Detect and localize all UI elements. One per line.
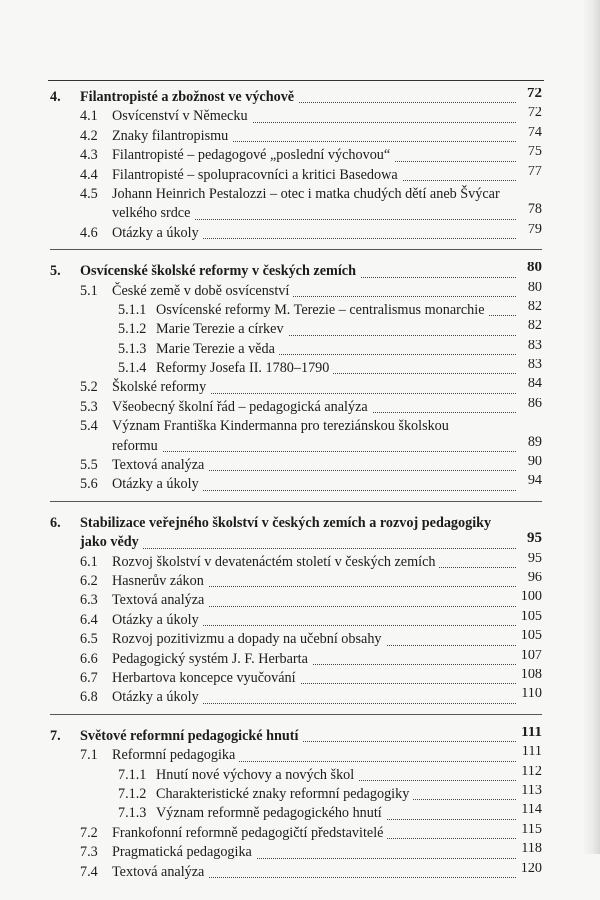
entry-number: 5.1 xyxy=(80,282,98,299)
entry-title-line xyxy=(112,746,542,765)
page-number: 115 xyxy=(518,824,542,839)
page-number: 80 xyxy=(519,282,542,297)
toc-chapter-block xyxy=(50,88,542,250)
entry-title-line xyxy=(80,262,542,281)
entry-title-line xyxy=(112,282,542,301)
toc-subsection-entry xyxy=(50,785,542,804)
toc-section-entry xyxy=(50,650,542,669)
toc-chapter-heading xyxy=(50,88,542,107)
entry-title-line xyxy=(156,301,542,320)
toc-section-entry xyxy=(50,146,542,165)
page-number: 82 xyxy=(519,301,542,316)
entry-title: Osvícenství v Německu xyxy=(112,108,252,124)
entry-number: 7.2 xyxy=(80,824,98,841)
toc-section-entry xyxy=(50,572,542,591)
entry-title: Reformy Josefa II. 1780–1790 xyxy=(156,360,333,376)
toc-chapter-block xyxy=(50,262,542,502)
entry-title-line xyxy=(112,107,542,126)
entry-number: 5.1.4 xyxy=(118,360,147,377)
entry-title: Herbartova koncepce vyučování xyxy=(112,670,300,686)
entry-title-line xyxy=(112,611,542,630)
entry-number: 7.1.3 xyxy=(118,805,147,822)
page-number: 95 xyxy=(519,529,542,548)
entry-title-line xyxy=(112,824,542,843)
toc-section-entry xyxy=(50,824,542,843)
page-number: 113 xyxy=(518,785,542,800)
entry-title-second-line xyxy=(112,437,542,456)
toc-chapter-heading xyxy=(50,262,542,281)
toc-section-entry xyxy=(50,688,542,707)
entry-title-line xyxy=(156,766,542,785)
toc-section-entry xyxy=(50,127,542,146)
entry-title: Otázky a úkoly xyxy=(112,689,203,705)
entry-title: Pedagogický systém J. F. Herbarta xyxy=(112,651,312,667)
entry-title-second-line xyxy=(112,204,542,223)
page-number: 95 xyxy=(519,553,542,568)
toc-chapter-heading xyxy=(50,514,542,553)
toc-section-entry xyxy=(50,553,542,572)
entry-title: Textová analýza xyxy=(112,457,208,473)
toc-section-entry xyxy=(50,378,542,397)
entry-number: 5.1.2 xyxy=(118,321,147,338)
entry-title-line xyxy=(112,378,542,397)
entry-title: České země v době osvícenství xyxy=(112,283,293,299)
entry-title: Všeobecný školní řád – pedagogická analýza xyxy=(112,399,372,415)
toc-section-entry xyxy=(50,417,542,456)
entry-number: 4.6 xyxy=(80,224,98,241)
page-number: 82 xyxy=(519,320,542,335)
entry-title: Rozvoj pozitivizmu a dopady na učební obsahy xyxy=(112,631,386,647)
page-number: 118 xyxy=(518,843,542,858)
entry-title-line xyxy=(112,475,542,494)
entry-title: Charakteristické znaky reformní pedagogiky xyxy=(156,786,413,802)
page-number: 84 xyxy=(519,378,542,393)
page-edge-shadow xyxy=(582,0,600,854)
entry-title: Otázky a úkoly xyxy=(112,612,203,628)
page-number: 108 xyxy=(518,669,542,684)
page-number: 111 xyxy=(519,746,542,761)
toc-section-entry xyxy=(50,224,542,243)
toc-section-entry xyxy=(50,185,542,224)
page-number: 72 xyxy=(519,107,542,122)
toc-section-entry xyxy=(50,456,542,475)
page-number: 120 xyxy=(518,863,542,878)
entry-number: 7. xyxy=(50,727,61,744)
entry-title-line xyxy=(80,727,542,746)
entry-number: 7.4 xyxy=(80,863,98,880)
entry-title-continued: velkého srdce xyxy=(112,205,194,221)
entry-title: Marie Terezie a věda xyxy=(156,341,279,357)
entry-number: 4. xyxy=(50,89,61,105)
entry-title: Význam Františka Kindermanna pro tereziánskou školskou xyxy=(112,418,453,434)
entry-number: 6.8 xyxy=(80,689,98,706)
page-number: 114 xyxy=(518,804,542,819)
entry-title-line xyxy=(156,785,542,804)
page-number: 75 xyxy=(519,146,542,161)
entry-title-line xyxy=(112,398,542,417)
entry-title: Reformní pedagogika xyxy=(112,747,239,763)
entry-number: 4.2 xyxy=(80,127,98,144)
entry-title: Znaky filantropismu xyxy=(112,128,232,144)
entry-title: Filantropisté a zbožnost ve výchově xyxy=(80,89,298,105)
page-number: 96 xyxy=(519,572,542,587)
toc-section-entry xyxy=(50,282,542,301)
toc-section-entry xyxy=(50,669,542,688)
entry-title: Textová analýza xyxy=(112,592,208,608)
toc-section-entry xyxy=(50,611,542,630)
page-number: 77 xyxy=(519,166,542,181)
toc-chapter-block xyxy=(50,727,542,888)
page-number: 111 xyxy=(518,727,542,742)
dot-leader xyxy=(80,548,516,549)
entry-title-line xyxy=(112,843,542,862)
page-number: 89 xyxy=(519,433,542,452)
entry-title: Marie Terezie a církev xyxy=(156,321,288,337)
entry-title: Otázky a úkoly xyxy=(112,225,203,241)
entry-title: Světové reformní pedagogické hnutí xyxy=(80,728,302,744)
page-number: 105 xyxy=(518,630,542,645)
page-number: 90 xyxy=(519,456,542,471)
entry-title: Stabilizace veřejného školství v českých zemích a rozvoj pedagogiky xyxy=(80,515,495,531)
entry-title-line xyxy=(112,863,542,882)
page-number: 78 xyxy=(519,200,542,219)
page-number: 100 xyxy=(518,591,542,606)
toc-subsection-entry xyxy=(50,359,542,378)
entry-title-line xyxy=(112,572,542,591)
page-number: 74 xyxy=(519,127,542,142)
top-rule xyxy=(48,80,544,81)
entry-title-line xyxy=(112,417,542,456)
entry-title-first-line xyxy=(112,417,542,436)
entry-number: 6.3 xyxy=(80,592,98,609)
entry-title-line xyxy=(156,320,542,339)
entry-title-continued: jako vědy xyxy=(80,534,143,550)
toc-section-entry xyxy=(50,843,542,862)
entry-title: Textová analýza xyxy=(112,864,208,880)
entry-number: 5.6 xyxy=(80,476,98,493)
entry-number: 5.2 xyxy=(80,379,98,396)
toc-subsection-entry xyxy=(50,301,542,320)
entry-title-line xyxy=(112,224,542,243)
entry-title: Filantropisté – pedagogové „poslední výchovou“ xyxy=(112,147,394,163)
entry-title: Pragmatická pedagogika xyxy=(112,844,256,860)
entry-number: 6. xyxy=(50,514,61,531)
toc-section-entry xyxy=(50,166,542,185)
entry-number: 5.3 xyxy=(80,398,98,415)
entry-title: Otázky a úkoly xyxy=(112,476,203,492)
page-number: 105 xyxy=(518,611,542,626)
page-number: 110 xyxy=(518,688,542,703)
toc-section-entry xyxy=(50,746,542,765)
page-number: 94 xyxy=(519,475,542,490)
entry-title-line xyxy=(112,166,542,185)
dot-leader xyxy=(112,451,516,452)
entry-title-line xyxy=(112,591,542,610)
entry-number: 6.2 xyxy=(80,573,98,590)
entry-title-line xyxy=(112,688,542,707)
entry-title-line xyxy=(112,185,542,224)
entry-number: 5.1.3 xyxy=(118,340,147,357)
entry-title-line xyxy=(112,146,542,165)
entry-number: 6.4 xyxy=(80,611,98,628)
entry-number: 5.1.1 xyxy=(118,301,147,318)
toc-section-entry xyxy=(50,630,542,649)
page-number: 86 xyxy=(519,398,542,413)
entry-title: Hasnerův zákon xyxy=(112,573,208,589)
toc-chapter-block xyxy=(50,514,542,715)
entry-title: Frankofonní reformně pedagogičtí představitelé xyxy=(112,825,387,841)
entry-title-line xyxy=(112,669,542,688)
entry-title-first-line xyxy=(112,185,542,204)
entry-title-first-line xyxy=(80,514,542,533)
toc-section-entry xyxy=(50,398,542,417)
entry-title: Filantropisté – spolupracovníci a kritici Basedowa xyxy=(112,167,402,183)
entry-title-line xyxy=(112,650,542,669)
entry-title-line xyxy=(156,804,542,823)
toc-section-entry xyxy=(50,107,542,126)
entry-title-line xyxy=(80,514,542,553)
page-number: 80 xyxy=(519,262,542,277)
entry-title-line xyxy=(156,359,542,378)
toc-section-entry xyxy=(50,863,542,882)
entry-number: 7.3 xyxy=(80,844,98,861)
toc-section-entry xyxy=(50,591,542,610)
entry-number: 4.3 xyxy=(80,147,98,164)
entry-number: 6.5 xyxy=(80,631,98,648)
table-of-contents xyxy=(50,88,542,900)
entry-number: 5.5 xyxy=(80,457,98,474)
entry-number: 4.5 xyxy=(80,185,98,202)
entry-number: 5. xyxy=(50,263,61,280)
entry-number: 7.1.2 xyxy=(118,785,147,802)
entry-title-continued: reformu xyxy=(112,438,162,454)
entry-title: Význam reformně pedagogického hnutí xyxy=(156,805,386,821)
entry-title: Rozvoj školství v devatenáctém století v českých zemích xyxy=(112,554,439,570)
entry-title-line xyxy=(112,456,542,475)
toc-chapter-heading xyxy=(50,727,542,746)
entry-title-line xyxy=(112,127,542,146)
entry-number: 5.4 xyxy=(80,418,98,435)
page-number: 83 xyxy=(519,340,542,355)
entry-title-line xyxy=(80,88,542,107)
page-number: 83 xyxy=(519,359,542,374)
entry-title: Školské reformy xyxy=(112,379,210,395)
toc-subsection-entry xyxy=(50,766,542,785)
toc-subsection-entry xyxy=(50,320,542,339)
entry-number: 7.1.1 xyxy=(118,766,147,783)
entry-number: 6.1 xyxy=(80,553,98,570)
entry-title-second-line xyxy=(80,533,542,552)
entry-number: 6.6 xyxy=(80,650,98,667)
toc-subsection-entry xyxy=(50,804,542,823)
page-number: 72 xyxy=(519,88,542,103)
entry-title-line xyxy=(156,340,542,359)
entry-title-line xyxy=(112,553,542,572)
entry-number: 4.1 xyxy=(80,108,98,125)
toc-section-entry xyxy=(50,475,542,494)
page-number: 107 xyxy=(518,650,542,665)
entry-title: Hnutí nové výchovy a nových škol xyxy=(156,767,358,783)
page-number: 79 xyxy=(519,224,542,239)
page-number: 112 xyxy=(518,766,542,781)
entry-number: 7.1 xyxy=(80,747,98,764)
entry-title: Johann Heinrich Pestalozzi – otec i matka chudých dětí aneb Švýcar xyxy=(112,186,504,202)
entry-number: 6.7 xyxy=(80,669,98,686)
entry-title: Osvícenské reformy M. Terezie – centralismus monarchie xyxy=(156,302,489,318)
toc-subsection-entry xyxy=(50,340,542,359)
entry-title-line xyxy=(112,630,542,649)
entry-title: Osvícenské školské reformy v českých zemích xyxy=(80,263,360,279)
entry-number: 4.4 xyxy=(80,166,98,183)
